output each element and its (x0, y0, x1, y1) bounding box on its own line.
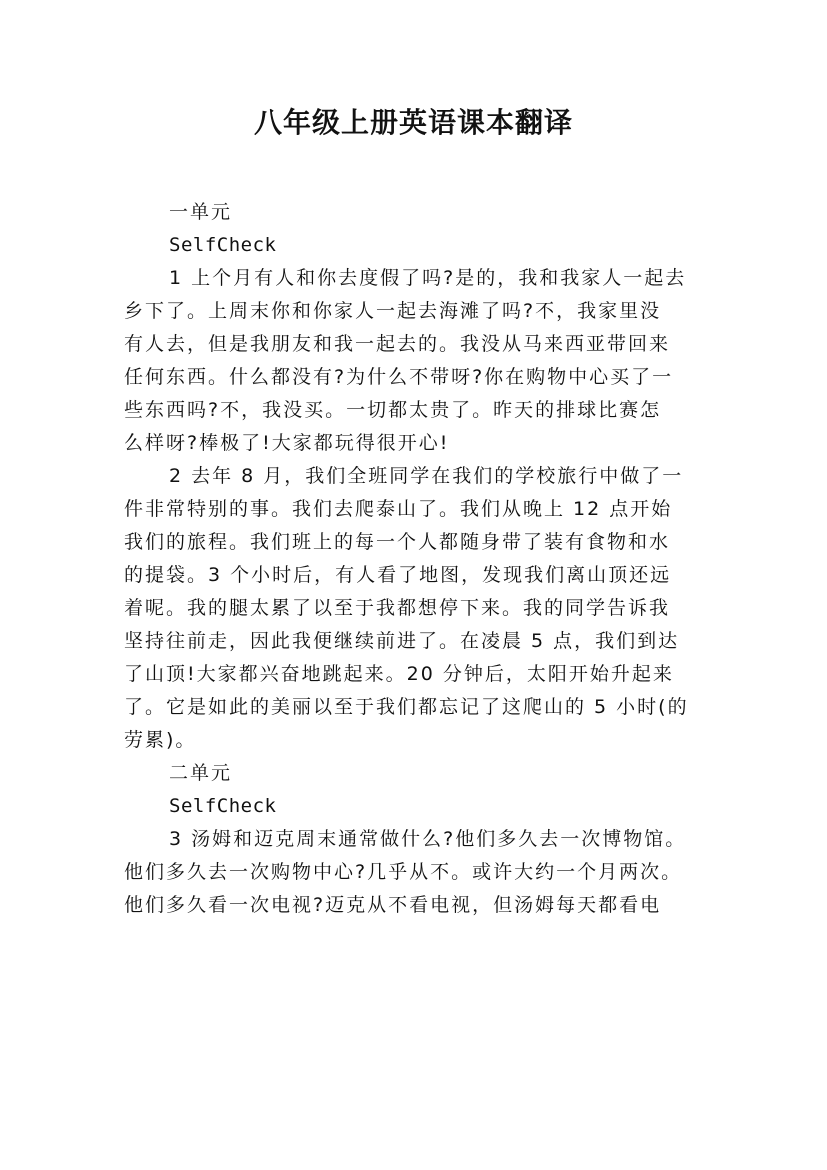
paragraph-line: 他们多久去一次购物中心?几乎从不。或许大约一个月两次。 (124, 861, 683, 883)
paragraph-line: 着呢。我的腿太累了以至于我都想停下来。我的同学告诉我 (124, 597, 671, 619)
paragraph-line: 任何东西。什么都没有?为什么不带呀?你在购物中心买了一 (124, 366, 674, 388)
paragraph-line: 劳累)。 (124, 729, 197, 751)
paragraph-line: 1 上个月有人和你去度假了吗?是的，我和我家人一起去 (169, 267, 687, 289)
section-label: SelfCheck (169, 234, 277, 256)
paragraph-line: 了。它是如此的美丽以至于我们都忘记了这爬山的 5 小时(的 (124, 696, 689, 718)
paragraph-line: 2 去年 8 月，我们全班同学在我们的学校旅行中做了一 (169, 465, 684, 487)
paragraph-line: 坚持往前走，因此我便继续前进了。在凌晨 5 点，我们到达 (124, 630, 680, 652)
paragraph-line: 么样呀?棒极了!大家都玩得很开心! (124, 432, 450, 454)
paragraph-line: 有人去，但是我朋友和我一起去的。我没从马来西亚带回来 (124, 333, 671, 355)
paragraph-line: 的提袋。3 个小时后，有人看了地图，发现我们离山顶还远 (124, 564, 672, 586)
paragraph-line: 件非常特别的事。我们去爬泰山了。我们从晚上 12 点开始 (124, 498, 673, 520)
paragraph-line: 他们多久看一次电视?迈克从不看电视，但汤姆每天都看电 (124, 894, 662, 916)
unit-heading: 二单元 (169, 762, 233, 784)
paragraph-line: 乡下了。上周末你和你家人一起去海滩了吗?不，我家里没 (124, 300, 662, 322)
document-body (124, 196, 709, 922)
paragraph-line: 了山顶!大家都兴奋地跳起来。20 分钟后，太阳开始升起来 (124, 663, 674, 685)
section-label: SelfCheck (169, 795, 277, 817)
document-title: 八年级上册英语课本翻译 (253, 106, 573, 139)
unit-heading: 一单元 (169, 201, 233, 223)
paragraph-line: 我们的旅程。我们班上的每一个人都随身带了装有食物和水 (124, 531, 671, 553)
paragraph-line: 3 汤姆和迈克周末通常做什么?他们多久去一次博物馆。 (169, 828, 687, 850)
paragraph-line: 些东西吗?不，我没买。一切都太贵了。昨天的排球比赛怎 (124, 399, 662, 421)
